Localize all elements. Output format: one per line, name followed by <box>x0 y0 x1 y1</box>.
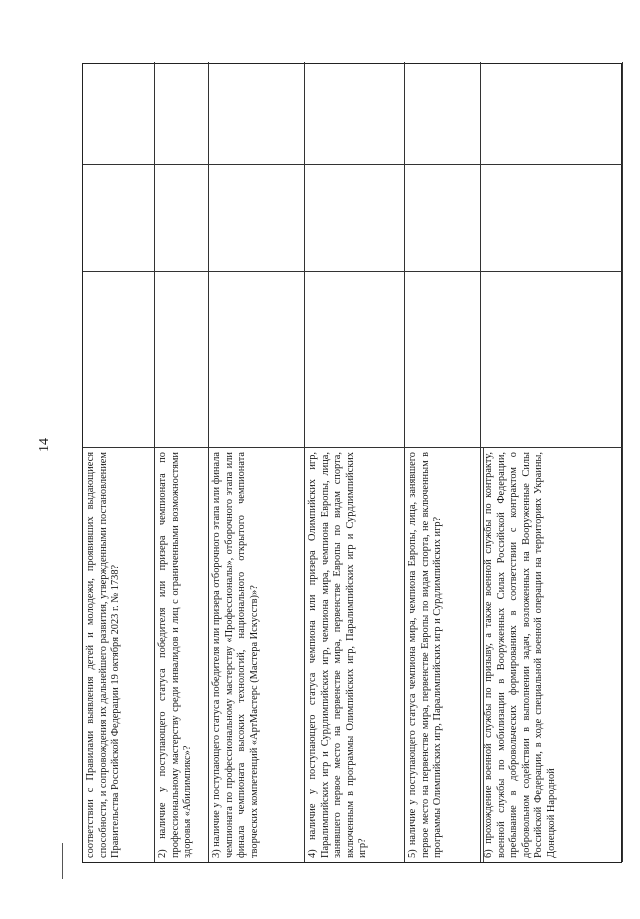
answer-cell <box>481 165 622 272</box>
answer-cell <box>83 165 154 272</box>
answer-cell <box>155 165 208 272</box>
answer-cell <box>155 62 208 165</box>
answer-cell <box>405 165 480 272</box>
answer-cell <box>209 272 304 448</box>
question-cell: 3) наличие у поступающего статуса победителя или призера отборочного этапа или финала чемпионата по профессиональному мастерству «Профессионалы», отборочного этапа или финала чемпионата высоких технологий, национального открытого чемпионата творческих компетенций «АртМастерс (Мастера Искусств)»? <box>211 452 260 858</box>
question-cell: 5) наличие у поступающего статуса чемпиона мира, чемпиона Европы, лица, занявшего первое место на первенстве мира, первенстве Европы по видам спорта, не включенным в программы Олимпийских игр, Паралимпийских игр и Сурдлимпийских игр? <box>407 452 444 858</box>
margin-rule <box>62 843 63 879</box>
answer-cell <box>209 62 304 165</box>
table-row <box>305 62 405 862</box>
answer-cell <box>481 62 622 165</box>
question-cell: соответствии с Правилами выявления детей и молодежи, проявивших выдающиеся способности, и сопровождения их дальнейшего развития, утвержденными постановлением Правительства Российской Федерации 19 октября 2023 г. № 1738? <box>85 452 122 858</box>
answer-cell <box>83 62 154 165</box>
answer-cell <box>405 62 480 165</box>
question-cell: 4) наличие у поступающего статуса чемпиона или призера Олимпийских игр, Паралимпийских игр и Сурдлимпийских игр, чемпиона мира, чемпиона Европы, лица, занявшего первое место на первенстве мира, первенстве Европы по видам спорта, включенным в программы Олимпийских игр, Паралимпийских игр и Сурдлимпийских игр? <box>307 452 369 858</box>
table-row <box>209 62 305 862</box>
answer-cell <box>209 165 304 272</box>
answer-cell <box>305 62 404 165</box>
table-row <box>405 62 481 862</box>
page-number: 14 <box>37 438 52 452</box>
answer-cell <box>305 272 404 448</box>
assessment-table <box>82 63 622 863</box>
table-row <box>481 62 623 862</box>
answer-cell <box>155 272 208 448</box>
table-row <box>83 62 155 862</box>
answer-cell <box>83 272 154 448</box>
question-cell: 2) наличие у поступающего статуса победителя или призера чемпионата по профессиональному мастерству среди инвалидов и лиц с ограниченными возможностями здоровья «Абилимпикс»? <box>157 452 194 858</box>
table-row <box>155 62 209 862</box>
cell-inner-rule <box>483 448 484 862</box>
answer-cell <box>405 272 480 448</box>
question-cell: 6) прохождение военной службы по призыву, а также военной службы по контракту, военной службы по мобилизации в Вооруженных Силах Российской Федерации, пребывание в добровольческих формированиях в соответствии с контрактом о добровольном содействии в выполнении задач, возложенных на Вооруженные Силы Российской Федерации, в ходе специальной военной операции на территориях Украины, Донецкой Народной <box>483 452 557 858</box>
answer-cell <box>305 165 404 272</box>
answer-cell <box>481 272 622 448</box>
